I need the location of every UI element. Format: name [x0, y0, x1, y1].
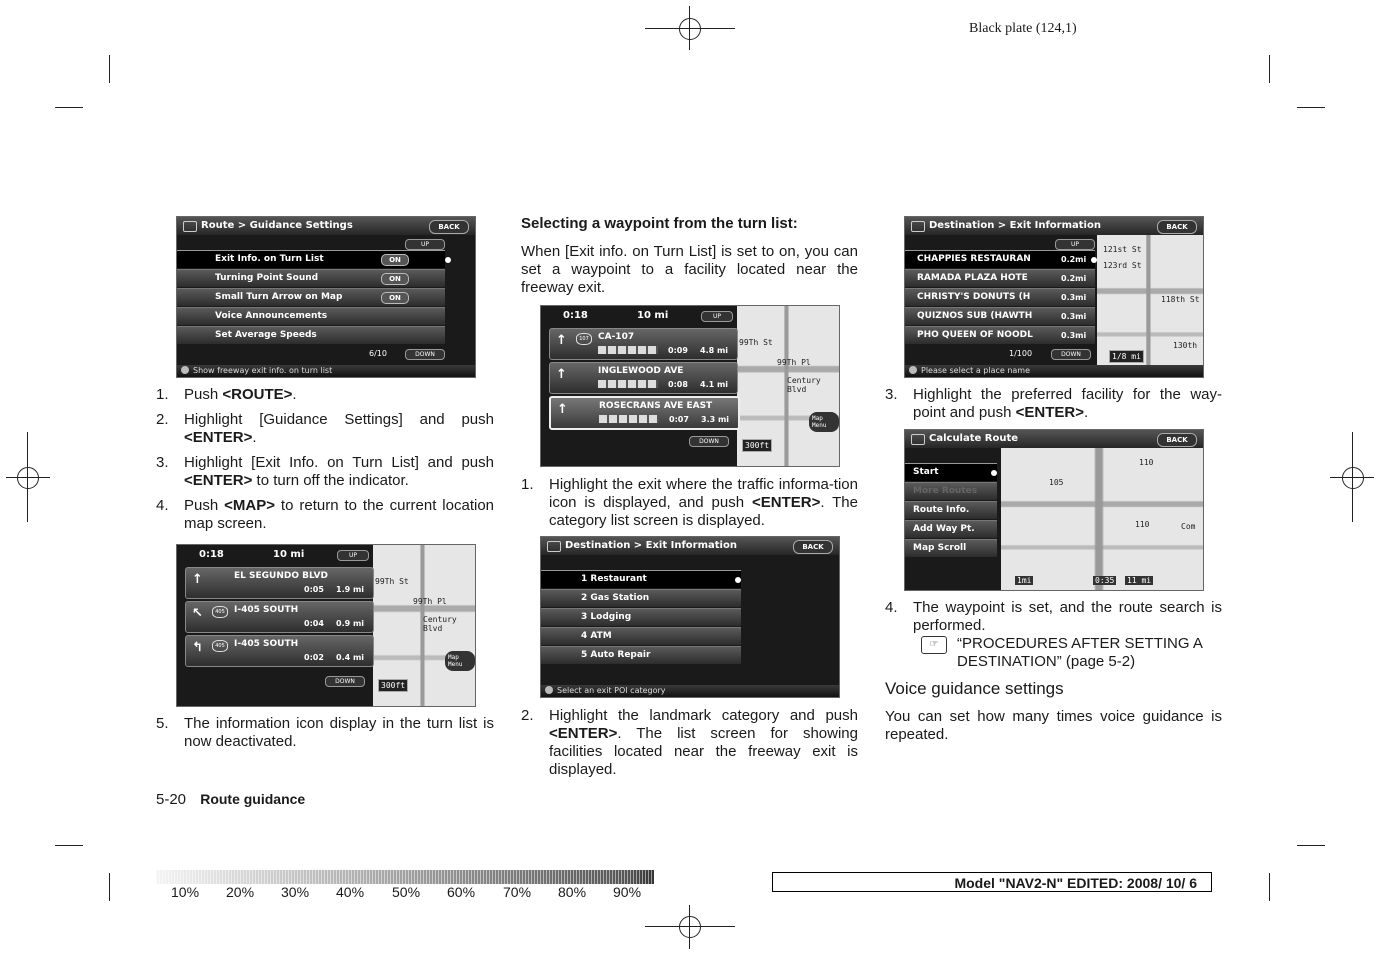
- step-1: 1. Push <ROUTE>.: [156, 386, 297, 403]
- scale-indicator: 300ft: [742, 439, 772, 452]
- step-5: 5. The information icon display in the turn list is now deactivated.: [156, 715, 494, 750]
- hint-bar: Please select a place name: [905, 365, 1203, 377]
- screen-title: Calculate Route: [929, 433, 1019, 444]
- calculate-route-screen: [904, 429, 1204, 591]
- section-heading: Selecting a waypoint from the turn list:: [521, 215, 798, 232]
- freeway-shield-icon: 405: [212, 640, 228, 652]
- distance-remaining: 10 mi: [637, 310, 669, 321]
- screen-title-bar: [541, 537, 839, 555]
- turn-row[interactable]: ↑ EL SEGUNDO BLVD 0:05 1.9 mi: [185, 567, 374, 599]
- right-column-step3: [885, 386, 1222, 429]
- back-button[interactable]: BACK: [793, 540, 833, 554]
- selection-cursor: [1091, 257, 1097, 263]
- down-button[interactable]: DOWN: [689, 436, 729, 447]
- state-route-shield-icon: 107: [576, 333, 592, 345]
- page-number: 5-20: [156, 791, 187, 808]
- left-column-step5: [156, 715, 494, 758]
- scale-indicator: 1mi: [1017, 576, 1032, 585]
- map-menu-button[interactable]: Map Menu: [809, 412, 839, 432]
- nav-status: [541, 306, 839, 326]
- turn-row[interactable]: ↖ 405 I-405 SOUTH 0:04 0.9 mi: [185, 601, 374, 633]
- nav-status: [177, 545, 475, 565]
- model-edit-box: Model "NAV2-N" EDITED: 2008/ 10/ 6: [772, 872, 1212, 892]
- selection-cursor: [735, 577, 741, 583]
- turn-row[interactable]: ↰ 405 I-405 SOUTH 0:02 0.4 mi: [185, 635, 374, 667]
- step-2: 2. Highlight the landmark category and push <ENTER>. The list screen for showing facilities located near the freeway exit is displayed.: [521, 707, 858, 778]
- middle-column-intro: [521, 215, 858, 297]
- page-footer: [156, 791, 305, 808]
- page-counter: 1/100: [1009, 349, 1033, 358]
- screen-title: Destination > Exit Information: [565, 540, 737, 551]
- screen-title-bar: [905, 217, 1203, 235]
- map-menu-button[interactable]: Map Menu: [445, 651, 475, 671]
- cross-reference[interactable]: ☞ “PROCEDURES AFTER SETTING A DESTINATION” (page 5-2): [885, 635, 1222, 671]
- up-button[interactable]: UP: [701, 311, 733, 322]
- down-button[interactable]: DOWN: [405, 349, 445, 360]
- poi-icons: [599, 415, 659, 423]
- info-icon: [181, 366, 189, 374]
- turn-row[interactable]: ↑ 107 CA-107 0:09 4.8 mi: [549, 328, 738, 360]
- map-view: 110 105 110 Com 1mi 0:35 11 mi: [1001, 448, 1203, 590]
- turn-row[interactable]: ↑ INGLEWOOD AVE 0:08 4.1 mi: [549, 362, 738, 394]
- plate-label: Black plate (124,1): [969, 21, 1077, 36]
- reference-hand-icon: ☞: [921, 636, 947, 654]
- section-heading: Voice guidance settings: [885, 679, 1064, 698]
- route-time: 0:35: [1095, 576, 1115, 585]
- map-view: 99Th St 99Th Pl Century Blvd Map Menu: [737, 306, 839, 466]
- turn-left-arrow-icon: ↰: [192, 640, 203, 655]
- info-icon: [909, 366, 917, 374]
- density-strip: [156, 870, 654, 884]
- down-button[interactable]: DOWN: [1051, 349, 1091, 360]
- time-remaining: 0:18: [563, 310, 588, 321]
- back-button[interactable]: BACK: [429, 220, 469, 234]
- on-indicator: ON: [381, 273, 409, 285]
- turn-list-screen-a: [176, 544, 476, 707]
- turn-row-selected[interactable]: ↑ ROSECRANS AVE EAST 0:07 3.3 mi: [549, 396, 740, 430]
- straight-arrow-icon: ↑: [556, 333, 567, 348]
- scale-indicator: 1/8 mi: [1109, 350, 1144, 363]
- hint-bar: Show freeway exit info. on turn list: [177, 365, 475, 377]
- time-remaining: 0:18: [199, 549, 224, 560]
- intro-paragraph: When [Exit info. on Turn List] is set to on, you can set a waypoint to a facility located near the freeway exit.: [521, 243, 858, 296]
- hint-bar: Select an exit POI category: [541, 685, 839, 697]
- page-counter: 6/10: [369, 349, 387, 358]
- up-button[interactable]: UP: [1055, 239, 1095, 250]
- route-icon: [183, 221, 197, 232]
- category-row-atm[interactable]: 4 ATM: [541, 627, 741, 645]
- bear-left-arrow-icon: ↖: [192, 606, 203, 621]
- category-row-lodging[interactable]: 3 Lodging: [541, 608, 741, 626]
- setting-row-exit-info[interactable]: Exit Info. on Turn List ON: [177, 250, 445, 268]
- facility-row[interactable]: CHAPPIES RESTAURAN 0.2mi: [905, 250, 1095, 268]
- guidance-settings-screen: [176, 216, 476, 378]
- straight-arrow-icon: ↑: [556, 367, 567, 382]
- step-3: 3. Highlight the preferred facility for the way-point and push <ENTER>.: [885, 386, 1222, 421]
- route-icon: [911, 434, 925, 445]
- step-4: 4. The waypoint is set, and the route search is performed.: [885, 599, 1222, 634]
- chapter-title: Route guidance: [200, 791, 306, 807]
- step-3: 3. Highlight [Exit Info. on Turn List] and push <ENTER> to turn off the indicator.: [156, 454, 494, 489]
- map-view: 121st St 123rd St 118th St 130th: [1097, 235, 1203, 377]
- more-routes-button: More Routes: [905, 482, 997, 500]
- straight-arrow-icon: ↑: [192, 572, 203, 587]
- scale-indicator: 300ft: [378, 679, 408, 692]
- turn-list-screen-b: [540, 305, 840, 467]
- down-button[interactable]: DOWN: [325, 676, 365, 687]
- poi-icons: [598, 346, 658, 354]
- on-indicator: ON: [381, 292, 409, 304]
- middle-column-step2: [521, 707, 858, 786]
- selection-cursor: [991, 470, 997, 476]
- poi-icons: [598, 380, 658, 388]
- back-button[interactable]: BACK: [1157, 220, 1197, 234]
- left-column-steps: [156, 386, 494, 540]
- facility-row[interactable]: PHO QUEEN OF NOODL 0.3mi: [905, 326, 1095, 344]
- facility-row[interactable]: CHRISTY'S DONUTS (H 0.3mi: [905, 288, 1095, 306]
- setting-row-voice[interactable]: Voice Announcements: [177, 307, 445, 325]
- info-icon: [545, 686, 553, 694]
- start-button[interactable]: Start: [905, 463, 997, 481]
- step-4: 4. Push <MAP> to return to the current location map screen.: [156, 497, 494, 532]
- facility-row[interactable]: QUIZNOS SUB (HAWTH 0.3mi: [905, 307, 1095, 325]
- category-row-gas[interactable]: 2 Gas Station: [541, 589, 741, 607]
- facility-list-screen: [904, 216, 1204, 378]
- selection-cursor: [445, 257, 451, 263]
- setting-row-avg-speeds[interactable]: Set Average Speeds: [177, 326, 445, 344]
- distance-remaining: 10 mi: [273, 549, 305, 560]
- category-row-restaurant[interactable]: 1 Restaurant: [541, 570, 741, 588]
- map-scroll-button[interactable]: Map Scroll: [905, 539, 997, 557]
- screen-title-bar: [905, 430, 1203, 448]
- destination-icon: [911, 221, 925, 232]
- straight-arrow-icon: ↑: [557, 402, 568, 417]
- on-indicator: ON: [381, 254, 409, 266]
- exit-category-screen: [540, 536, 840, 698]
- up-button[interactable]: UP: [405, 239, 445, 250]
- freeway-shield-icon: 405: [212, 606, 228, 618]
- add-waypoint-button[interactable]: Add Way Pt.: [905, 520, 997, 538]
- setting-row-turning-sound[interactable]: Turning Point Sound ON: [177, 269, 445, 287]
- step-2: 2. Highlight [Guidance Settings] and push <ENTER>.: [156, 411, 494, 446]
- facility-row[interactable]: RAMADA PLAZA HOTE 0.2mi: [905, 269, 1095, 287]
- map-view: 99Th St 99Th Pl Century Blvd Map Menu: [373, 545, 475, 706]
- up-button[interactable]: UP: [337, 550, 369, 561]
- right-column-step4: [885, 599, 1222, 744]
- middle-column-step1: [521, 476, 858, 537]
- category-row-auto-repair[interactable]: 5 Auto Repair: [541, 646, 741, 664]
- back-button[interactable]: BACK: [1157, 433, 1197, 447]
- screen-title-bar: [177, 217, 475, 235]
- route-info-button[interactable]: Route Info.: [905, 501, 997, 519]
- step-1: 1. Highlight the exit where the traffic informa-tion icon is displayed, and push <ENTER>. The category list screen is displayed.: [521, 476, 858, 529]
- setting-row-small-arrow[interactable]: Small Turn Arrow on Map ON: [177, 288, 445, 306]
- destination-icon: [547, 541, 561, 552]
- screen-title: Destination > Exit Information: [929, 220, 1101, 231]
- screen-title: Route > Guidance Settings: [201, 220, 353, 231]
- voice-paragraph: You can set how many times voice guidance is repeated.: [885, 708, 1222, 743]
- route-distance: 11 mi: [1127, 576, 1152, 585]
